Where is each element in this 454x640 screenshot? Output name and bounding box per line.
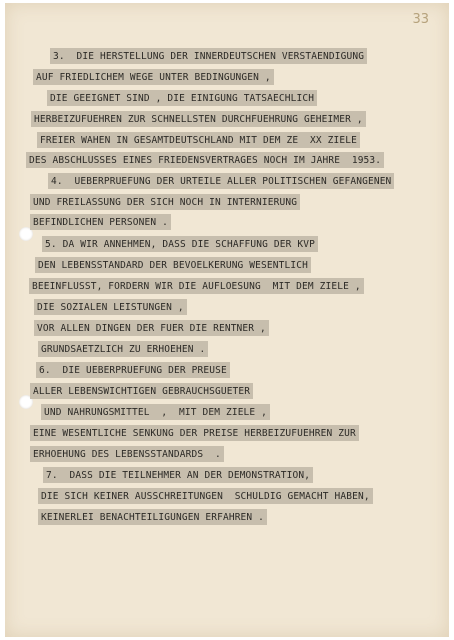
typed-line: UND FREILASSUNG DER SICH NOCH IN INTERNIERUNG <box>30 194 300 210</box>
typed-line: VOR ALLEN DINGEN DER FUER DIE RENTNER , <box>34 320 269 336</box>
typed-line: ALLER LEBENSWICHTIGEN GEBRAUCHSGUETER <box>30 383 253 399</box>
typed-line: FREIER WAHEN IN GESAMTDEUTSCHLAND MIT DEM ZE XX ZIELE <box>37 132 360 148</box>
typed-line: 6. DIE UEBERPRUEFUNG DER PREUSE <box>36 362 230 378</box>
typed-line: DIE GEEIGNET SIND , DIE EINIGUNG TATSAECHLICH <box>47 90 317 106</box>
typed-line: 4. UEBERPRUEFUNG DER URTEILE ALLER POLITISCHEN GEFANGENEN <box>48 173 394 189</box>
typed-line: DIE SOZIALEN LEISTUNGEN , <box>34 299 187 315</box>
typed-line: DIE SICH KEINER AUSSCHREITUNGEN SCHULDIG GEMACHT HABEN, <box>38 488 373 504</box>
typed-line: 3. DIE HERSTELLUNG DER INNERDEUTSCHEN VERSTAENDIGUNG <box>50 48 367 64</box>
typed-line: DES ABSCHLUSSES EINES FRIEDENSVERTRAGES NOCH IM JAHRE 1953. <box>26 152 384 168</box>
typed-line: EINE WESENTLICHE SENKUNG DER PREISE HERBEIZUFUEHREN ZUR <box>30 425 359 441</box>
typed-line: ERHOEHUNG DES LEBENSSTANDARDS . <box>30 446 224 462</box>
typed-line: KEINERLEI BENACHTEILIGUNGEN ERFAHREN . <box>38 509 267 525</box>
typed-line: BEFINDLICHEN PERSONEN . <box>30 214 171 230</box>
typed-line: BEEINFLUSST, FORDERN WIR DIE AUFLOESUNG MIT DEM ZIELE , <box>29 278 364 294</box>
typed-line: 5. DA WIR ANNEHMEN, DASS DIE SCHAFFUNG DER KVP <box>42 236 318 252</box>
typed-line: UND NAHRUNGSMITTEL , MIT DEM ZIELE , <box>41 404 270 420</box>
page-number: 33 <box>412 12 429 27</box>
typed-line: AUF FRIEDLICHEM WEGE UNTER BEDINGUNGEN , <box>33 69 274 85</box>
typed-line: 7. DASS DIE TEILNEHMER AN DER DEMONSTRATION, <box>43 467 313 483</box>
typed-line: HERBEIZUFUEHREN ZUR SCHNELLSTEN DURCHFUEHRUNG GEHEIMER , <box>31 111 366 127</box>
typed-line: DEN LEBENSSTANDARD DER BEVOELKERUNG WESENTLICH <box>35 257 311 273</box>
typed-line: GRUNDSAETZLICH ZU ERHOEHEN . <box>38 341 208 357</box>
